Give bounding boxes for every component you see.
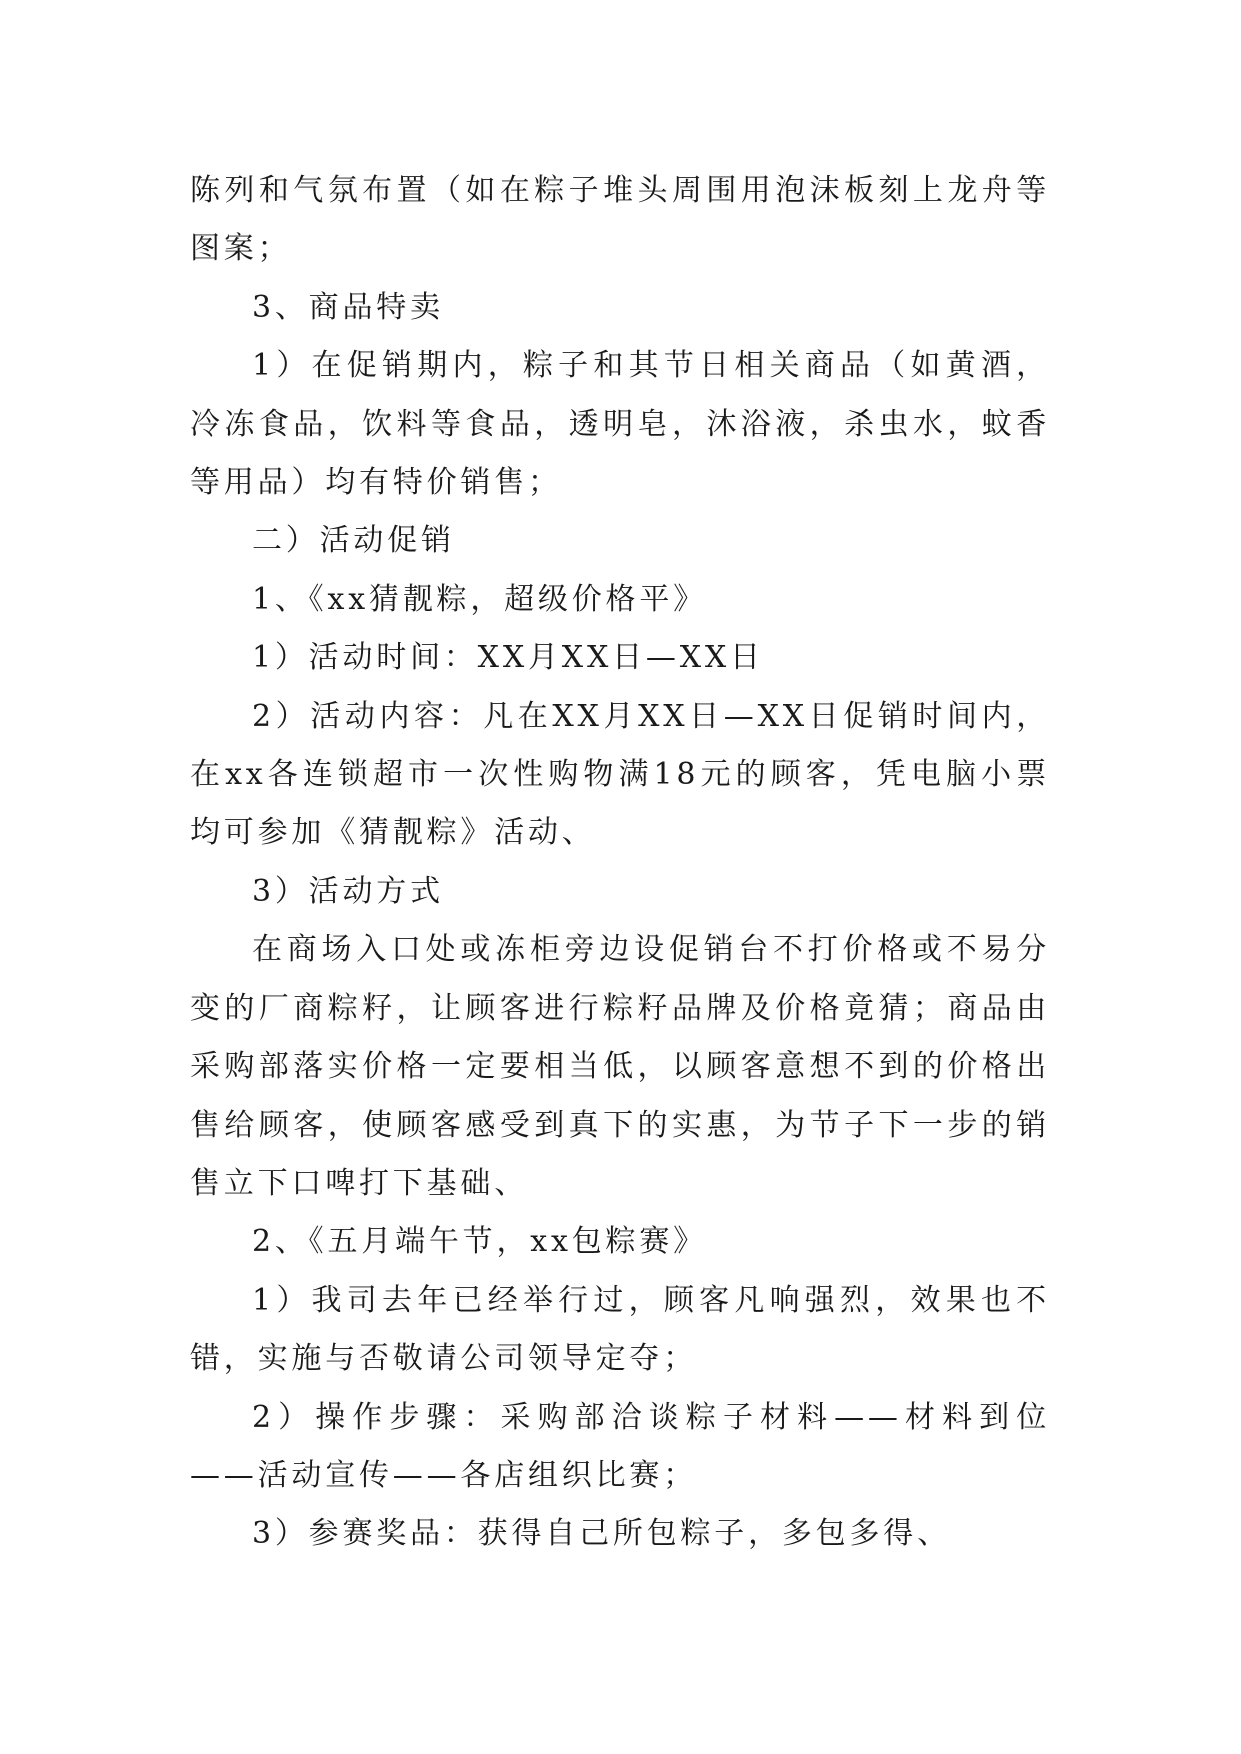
document-body (190, 162, 1050, 1564)
paragraph: 1）在促销期内，粽子和其节日相关商品（如黄酒，冷冻食品，饮料等食品，透明皂，沐浴液，杀虫水，蚊香等用品）均有特价销售； (190, 348, 1050, 501)
paragraph: 3）活动方式 (252, 873, 444, 909)
paragraph: 在商场入口处或冻柜旁边设促销台不打价格或不易分变的厂商粽籽，让顾客进行粽籽品牌及价格竟猜；商品由采购部落实价格一定要相当低，以顾客意想不到的价格出售给顾客，使顾客感受到真下的实惠，为节子下一步的销售立下口啤打下基础、 (190, 932, 1050, 1201)
paragraph: 二）活动促销 (252, 523, 455, 559)
paragraph: 2）活动内容：凡在XX月XX日—XX日促销时间内，在xx各连锁超市一次性购物满18元的顾客，凭电脑小票均可参加《猜靓粽》活动、 (190, 698, 1050, 851)
paragraph: 1）我司去年已经举行过，顾客凡响强烈，效果也不错，实施与否敬请公司领导定夺； (190, 1282, 1050, 1377)
paragraph: 3、商品特卖 (252, 289, 444, 325)
paragraph: 2）操作步骤：采购部洽谈粽子材料——材料到位——活动宣传——各店组织比赛； (190, 1399, 1050, 1493)
paragraph: 3）参赛奖品：获得自己所包粽子，多包多得、 (252, 1516, 951, 1552)
paragraph: 1）活动时间：XX月XX日—XX日 (252, 640, 764, 676)
paragraph: 2、《五月端午节，xx包粽赛》 (252, 1224, 707, 1260)
paragraph: 1、《xx猜靓粽，超级价格平》 (252, 581, 707, 617)
paragraph: 陈列和气氛布置（如在粽子堆头周围用泡沫板刻上龙舟等图案； (190, 173, 1050, 267)
